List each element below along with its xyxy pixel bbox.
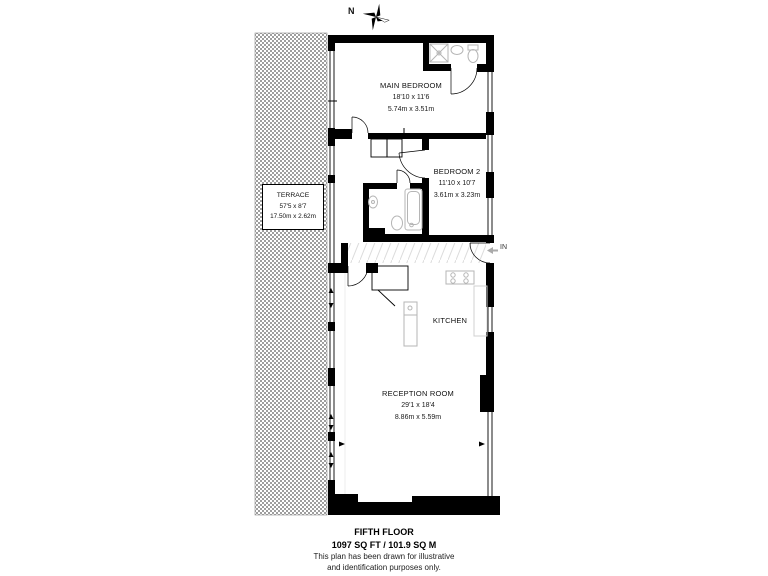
room-dim-metric: 3.61m x 3.23m <box>433 192 481 199</box>
kitchen-label <box>433 315 467 327</box>
kitchen-island <box>404 302 417 346</box>
bathroom-door <box>397 170 410 183</box>
terrace-hatch-area <box>255 33 327 515</box>
room-dim-imperial: 18'10 x 11'6 <box>392 94 430 101</box>
room-dim-imperial: 11'10 x 10'7 <box>438 180 476 187</box>
bedroom-closet <box>371 139 387 157</box>
ensuite-toilet <box>468 45 478 63</box>
bathroom-toilet <box>392 216 403 230</box>
north-label: N <box>348 6 355 16</box>
room-dim-imperial: 57'5 x 8'7 <box>279 202 307 210</box>
room-dim-metric: 17.50m x 2.62m <box>270 213 316 221</box>
bedroom2-label <box>434 166 481 202</box>
room-name: BEDROOM 2 <box>433 167 481 176</box>
entrance-arrow-icon <box>487 247 498 254</box>
bedroom2-door <box>399 150 425 178</box>
disclaimer-line2: and identification purposes only. <box>327 562 441 572</box>
disclaimer-line1: This plan has been drawn for illustrative <box>313 552 455 561</box>
room-name: TERRACE <box>276 192 310 200</box>
terrace-label-box <box>262 184 324 230</box>
reception-label <box>382 388 454 424</box>
ensuite-sink <box>451 46 463 55</box>
room-name: KITCHEN <box>432 316 468 325</box>
kitchen-counter <box>474 286 487 336</box>
room-dim-metric: 8.86m x 5.59m <box>394 414 442 421</box>
room-dim-imperial: 29'1 x 18'4 <box>401 402 435 409</box>
kitchen-door <box>348 266 368 286</box>
main-bedroom-door <box>352 117 368 133</box>
ensuite-door <box>451 68 477 94</box>
floor-title: FIFTH FLOOR <box>354 527 414 537</box>
shower <box>430 44 448 62</box>
room-name: MAIN BEDROOM <box>380 81 442 90</box>
entrance-corridor <box>348 243 486 263</box>
bedroom-closet <box>387 139 402 157</box>
closet-door-line <box>378 290 395 306</box>
entrance-label: IN <box>500 244 507 251</box>
room-dim-metric: 5.74m x 3.51m <box>387 106 435 113</box>
bathtub <box>405 189 422 230</box>
area-summary: 1097 SQ FT / 101.9 SQ M <box>331 540 437 550</box>
main-bedroom-label <box>380 80 442 116</box>
compass-icon <box>359 0 394 34</box>
room-name: RECEPTION ROOM <box>382 389 454 398</box>
kitchen-hob <box>446 271 474 284</box>
bathroom-sink <box>369 196 378 208</box>
footer <box>0 526 768 573</box>
